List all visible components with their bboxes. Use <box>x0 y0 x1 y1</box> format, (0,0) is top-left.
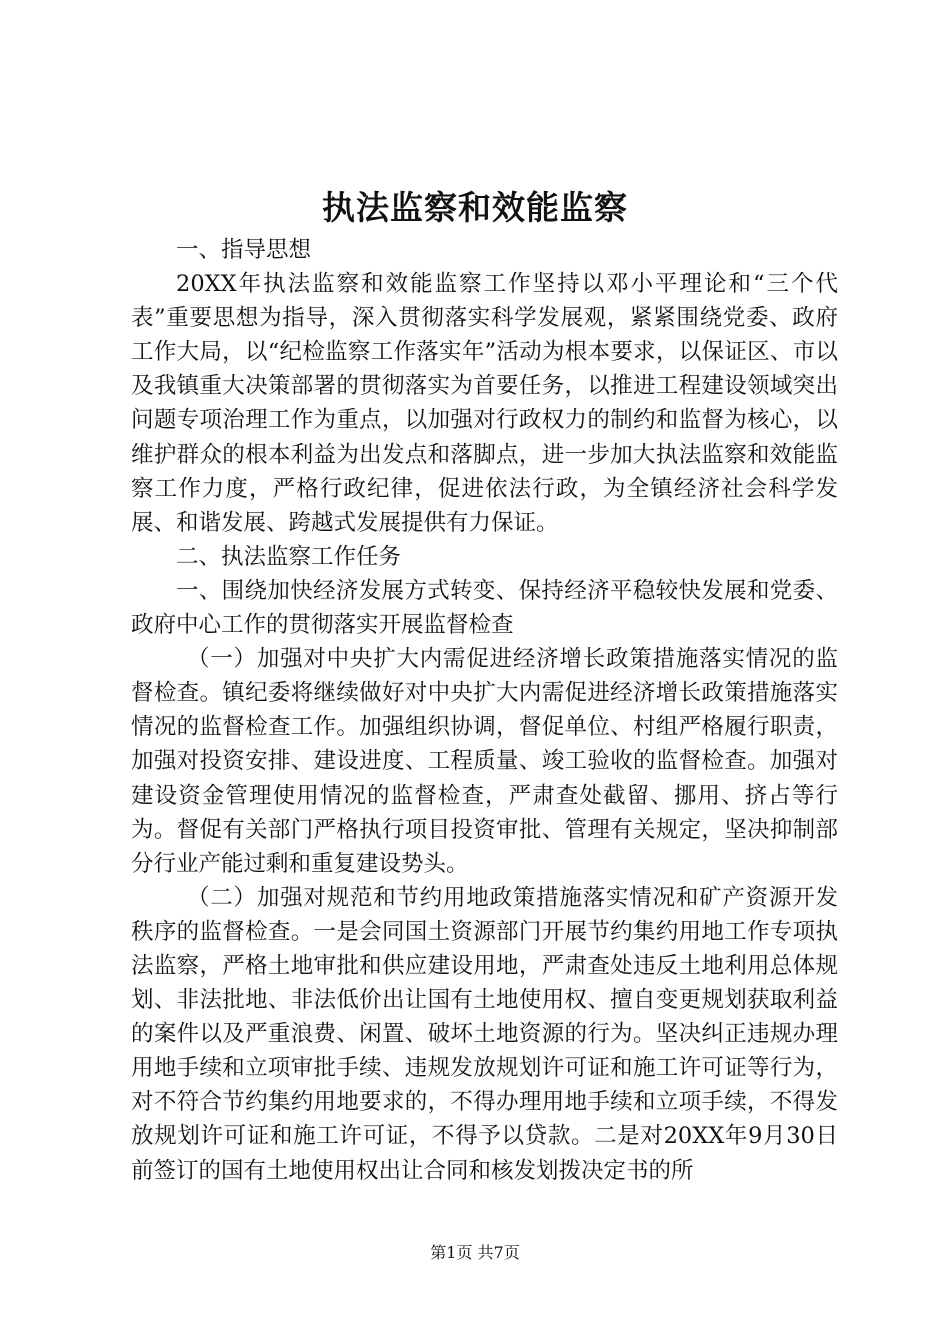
subsection-heading-1: 一、围绕加快经济发展方式转变、保持经济平稳较快发展和党委、政府中心工作的贯彻落实开展监督检查 <box>131 577 838 639</box>
section-heading-tasks: 二、执法监察工作任务 <box>176 543 402 570</box>
document-body <box>131 233 838 1188</box>
page-number: 第1页 共7页 <box>430 1243 520 1262</box>
document-title: 执法监察和效能监察 <box>322 188 628 227</box>
paragraph-item-1: （一）加强对中央扩大内需促进经济增长政策措施落实情况的监督检查。镇纪委将继续做好对中央扩大内需促进经济增长政策措施落实情况的监督检查工作。加强组织协调，督促单位、村组严格履行职责，加强对投资安排、建设进度、工程质量、竣工验收的监督检查。加强对建设资金管理使用情况的监督检查，严肃查处截留、挪用、挤占等行为。督促有关部门严格执行项目投资审批、管理有关规定，坚决抑制部分行业产能过剩和重复建设势头。 <box>131 646 838 877</box>
section-heading-guiding-ideology: 一、指导思想 <box>176 237 312 263</box>
paragraph-guiding-ideology: 20XX年执法监察和效能监察工作坚持以邓小平理论和“三个代表”重要思想为指导，深入贯彻落实科学发展观，紧紧围绕党委、政府工作大局，以“纪检监察工作落实年”活动为根本要求，以保证区、市以及我镇重大决策部署的贯彻落实为首要任务，以推进工程建设领域突出问题专项治理工作为重点，以加强对行政权力的制约和监督为核心，以维护群众的根本利益为出发点和落脚点，进一步加大执法监察和效能监察工作力度，严格行政纪律，促进依法行政，为全镇经济社会科学发展、和谐发展、跨越式发展提供有力保证。 <box>131 271 838 536</box>
paragraph-item-2: （二）加强对规范和节约用地政策措施落实情况和矿产资源开发秩序的监督检查。一是会同国土资源部门开展节约集约用地工作专项执法监察，严格土地审批和供应建设用地，严肃查处违反土地利用总体规划、非法批地、非法低价出让国有土地使用权、擅自变更规划获取利益的案件以及严重浪费、闲置、破坏土地资源的行为。坚决纠正违规办理用地手续和立项审批手续、违规发放规划许可证和施工许可证等行为，对不符合节约集约用地要求的，不得办理用地手续和立项手续，不得发放规划许可证和施工许可证，不得予以贷款。二是对20XX年9月30日前签订的国有土地使用权出让合同和核发划拨决定书的所 <box>131 884 838 1184</box>
